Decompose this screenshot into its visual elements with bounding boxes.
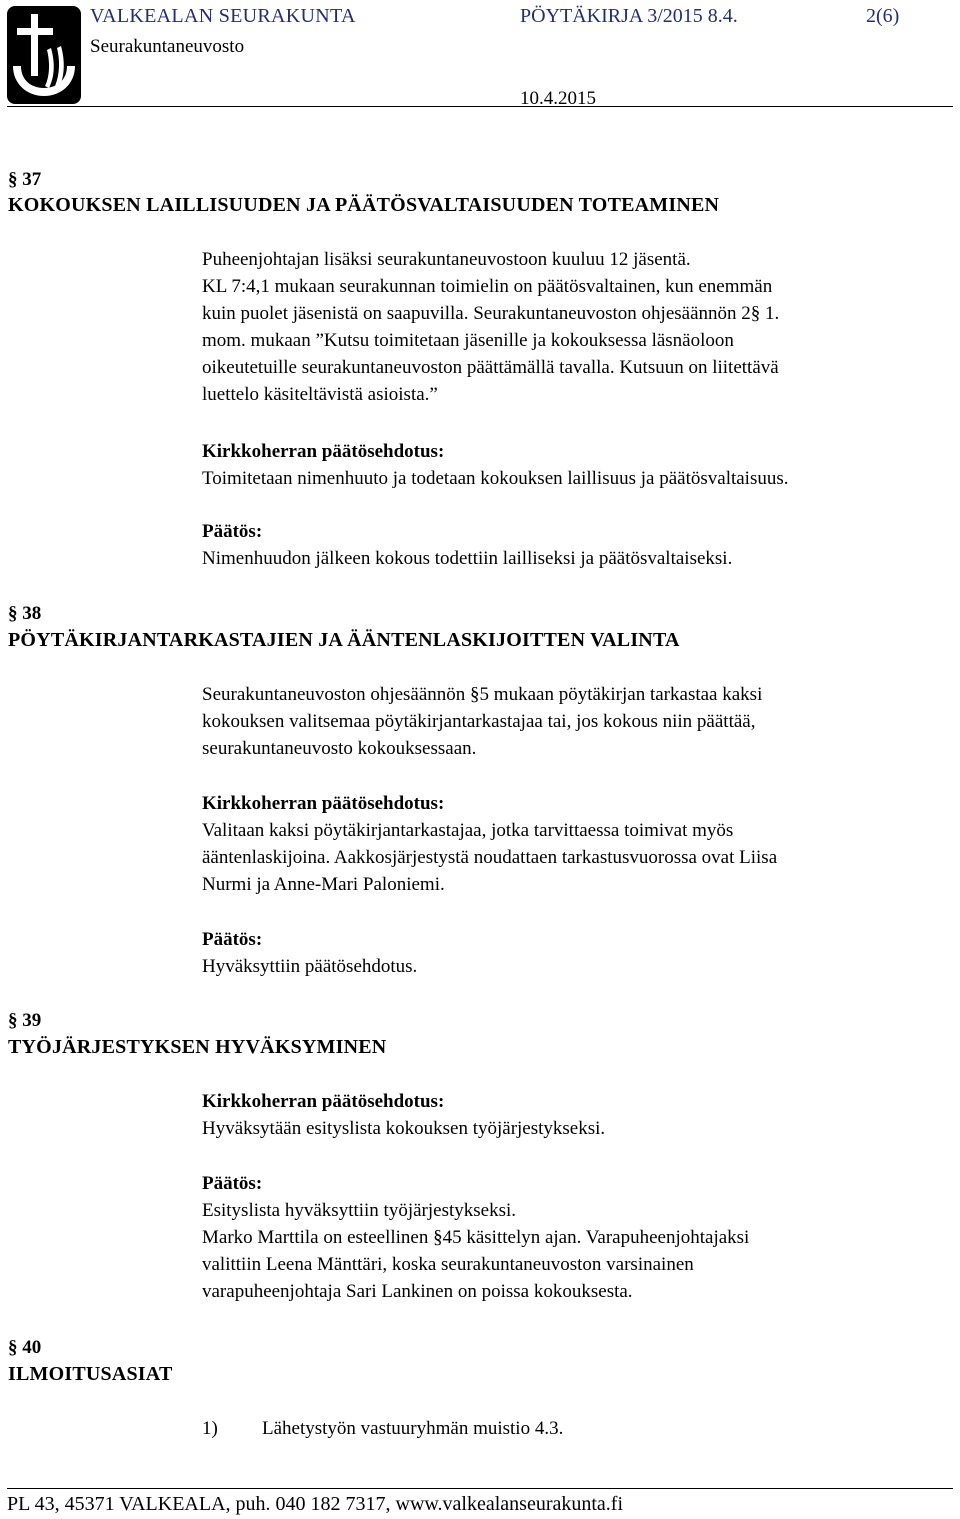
decision-label: Päätös: <box>202 1173 263 1194</box>
intro-line: oikeutetuille seurakuntaneuvoston päättämällä tavalla. Kutsuun on liitettävä <box>202 357 779 378</box>
decision-block <box>202 926 942 980</box>
section-number: § 38 <box>8 603 42 624</box>
decision-line: varapuheenjohtaja Sari Lankinen on poissa kokouksesta. <box>202 1281 633 1302</box>
header-date: 10.4.2015 <box>520 88 596 109</box>
decision-line: valittiin Leena Mänttäri, koska seurakuntaneuvoston varsinainen <box>202 1254 694 1275</box>
proposal-line: Hyväksytään esityslista kokouksen työjärjestykseksi. <box>202 1118 606 1139</box>
proposal-block <box>202 1088 942 1142</box>
decision-line: Hyväksyttiin päätösehdotus. <box>202 956 418 977</box>
decision-block <box>202 1170 942 1305</box>
intro-line: mom. mukaan ”Kutsu toimitetaan jäsenille ja kokouksessa läsnäoloon <box>202 330 734 351</box>
proposal-block <box>202 790 942 898</box>
header-divider <box>7 106 953 107</box>
cross-logo-icon <box>7 6 81 104</box>
intro-line: kuin puolet jäsenistä on saapuvilla. Seurakuntaneuvoston ohjesäännön 2§ 1. <box>202 303 780 324</box>
intro-line: Puheenjohtajan lisäksi seurakuntaneuvostoon kuuluu 12 jäsentä. <box>202 249 691 270</box>
proposal-block <box>202 438 942 492</box>
header-unit-name: VALKEALAN SEURAKUNTA <box>90 5 356 27</box>
decision-label: Päätös: <box>202 521 263 542</box>
section-number: § 37 <box>8 169 42 190</box>
proposal-label: Kirkkoherran päätösehdotus: <box>202 441 445 462</box>
section-title: PÖYTÄKIRJANTARKASTAJIEN JA ÄÄNTENLASKIJOITTEN VALINTA <box>8 629 680 651</box>
proposal-label: Kirkkoherran päätösehdotus: <box>202 1091 445 1112</box>
decision-line: Marko Marttila on esteellinen §45 käsittelyn ajan. Varapuheenjohtajaksi <box>202 1227 750 1248</box>
list-item: Lähetystyön vastuuryhmän muistio 4.3. <box>262 1418 564 1439</box>
intro-line: Seurakuntaneuvoston ohjesäännön §5 mukaan pöytäkirjan tarkastaa kaksi <box>202 684 763 705</box>
proposal-label: Kirkkoherran päätösehdotus: <box>202 793 445 814</box>
section-number: § 40 <box>8 1337 42 1358</box>
section-title: KOKOUKSEN LAILLISUUDEN JA PÄÄTÖSVALTAISUUDEN TOTEAMINEN <box>8 194 720 216</box>
decision-block <box>202 518 942 572</box>
footer-contact: PL 43, 45371 VALKEALA, puh. 040 182 7317, www.valkealanseurakunta.fi <box>7 1493 624 1515</box>
intro-line: luettelo käsiteltävistä asioista.” <box>202 384 438 405</box>
proposal-line: Toimitetaan nimenhuuto ja todetaan kokouksen laillisuus ja päätösvaltaisuus. <box>202 468 789 489</box>
list-item-number: 1) <box>202 1418 218 1439</box>
intro-line: kokouksen valitsemaa pöytäkirjantarkastajaa tai, jos kokous niin päättää, <box>202 711 756 732</box>
footer-divider <box>7 1488 953 1489</box>
intro-line: KL 7:4,1 mukaan seurakunnan toimielin on päätösvaltainen, kun enemmän <box>202 276 773 297</box>
decision-line: Esityslista hyväksyttiin työjärjestykseksi. <box>202 1200 517 1221</box>
section-title: TYÖJÄRJESTYKSEN HYVÄKSYMINEN <box>8 1036 387 1058</box>
header-document-title: PÖYTÄKIRJA 3/2015 8.4. <box>520 5 738 27</box>
section-title: ILMOITUSASIAT <box>8 1363 173 1385</box>
section-intro <box>202 246 942 408</box>
proposal-line: Valitaan kaksi pöytäkirjantarkastajaa, jotka tarvittaessa toimivat myös <box>202 820 734 841</box>
header-page-number: 2(6) <box>866 5 900 27</box>
decision-line: Nimenhuudon jälkeen kokous todettiin lailliseksi ja päätösvaltaiseksi. <box>202 548 733 569</box>
proposal-line: Nurmi ja Anne-Mari Paloniemi. <box>202 874 445 895</box>
header-organ: Seurakuntaneuvosto <box>90 36 245 57</box>
intro-line: seurakuntaneuvosto kokouksessaan. <box>202 738 477 759</box>
decision-label: Päätös: <box>202 929 263 950</box>
section-intro <box>202 681 942 762</box>
proposal-line: ääntenlaskijoina. Aakkosjärjestystä noudattaen tarkastusvuorossa ovat Liisa <box>202 847 778 868</box>
parish-logo <box>7 6 81 104</box>
section-number: § 39 <box>8 1010 42 1031</box>
